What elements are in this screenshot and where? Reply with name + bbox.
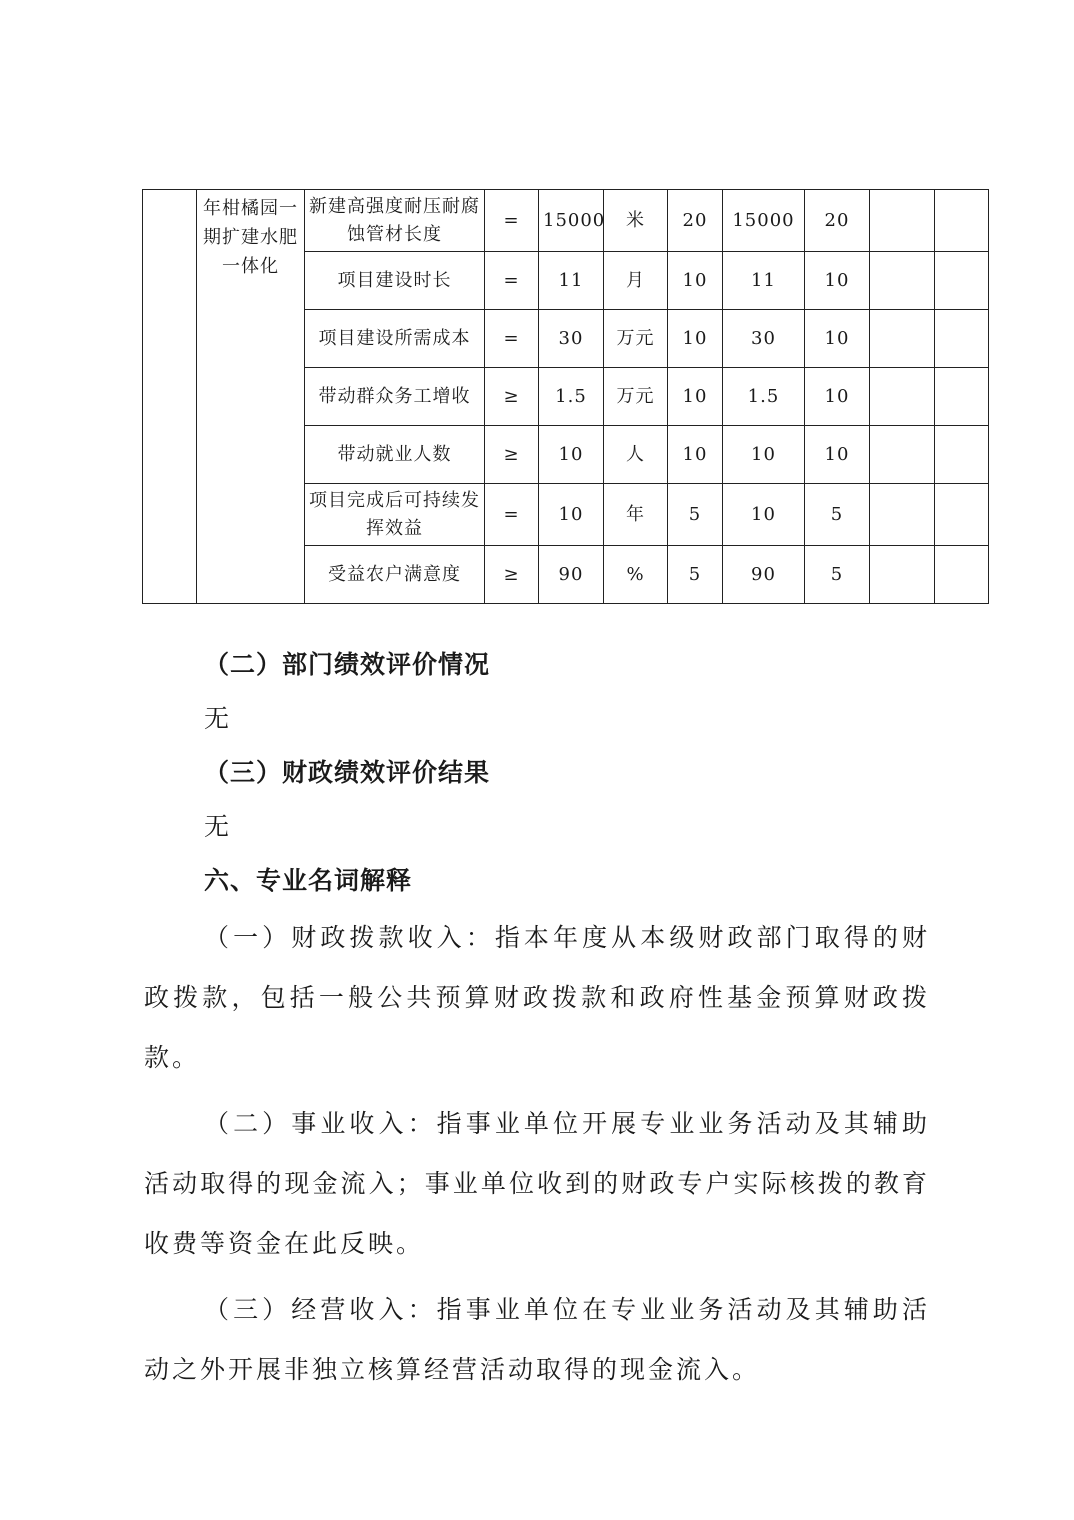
unit-cell: 米	[604, 190, 668, 252]
project-name-cell: 年柑橘园一期扩建水肥一体化	[197, 190, 305, 604]
operator-cell: ≥	[485, 368, 539, 426]
actual-value-cell: 10	[723, 426, 805, 484]
target-value-cell: 30	[539, 310, 604, 368]
glossary-heading: 六、专业名词解释	[204, 866, 413, 895]
operator-cell: =	[485, 252, 539, 310]
actual-value-cell: 30	[723, 310, 805, 368]
actual-value-cell: 11	[723, 252, 805, 310]
score-cell: 10	[805, 368, 870, 426]
weight-cell: 5	[668, 546, 723, 604]
blank-category-cell	[143, 190, 197, 604]
target-value-cell: 10	[539, 426, 604, 484]
indicator-cell: 新建高强度耐压耐腐蚀管材长度	[305, 190, 485, 252]
actual-value-cell: 10	[723, 484, 805, 546]
actual-value-cell: 15000	[723, 190, 805, 252]
weight-cell: 10	[668, 252, 723, 310]
score-cell: 5	[805, 484, 870, 546]
unit-cell: 万元	[604, 368, 668, 426]
operator-cell: =	[485, 484, 539, 546]
unit-cell: 人	[604, 426, 668, 484]
operator-cell: ≥	[485, 546, 539, 604]
unit-cell: 年	[604, 484, 668, 546]
score-cell: 10	[805, 252, 870, 310]
fiscal-eval-heading: （三）财政绩效评价结果	[204, 758, 491, 787]
performance-indicator-table	[142, 189, 989, 604]
operator-cell: ≥	[485, 426, 539, 484]
empty-cell	[935, 310, 989, 368]
empty-cell	[870, 310, 935, 368]
target-value-cell: 11	[539, 252, 604, 310]
empty-cell	[870, 426, 935, 484]
empty-cell	[935, 368, 989, 426]
empty-cell	[870, 252, 935, 310]
empty-cell	[935, 252, 989, 310]
indicator-cell: 项目建设所需成本	[305, 310, 485, 368]
unit-cell: 月	[604, 252, 668, 310]
unit-cell: %	[604, 546, 668, 604]
empty-cell	[935, 190, 989, 252]
weight-cell: 20	[668, 190, 723, 252]
indicator-cell: 带动群众务工增收	[305, 368, 485, 426]
operator-cell: =	[485, 190, 539, 252]
indicator-cell: 项目完成后可持续发挥效益	[305, 484, 485, 546]
glossary-paragraph: （三）经营收入：指事业单位在专业业务活动及其辅助活动之外开展非独立核算经营活动取得的现金流入。	[144, 1295, 930, 1384]
weight-cell: 5	[668, 484, 723, 546]
actual-value-cell: 90	[723, 546, 805, 604]
target-value-cell: 1.5	[539, 368, 604, 426]
dept-eval-heading: （二）部门绩效评价情况	[204, 650, 491, 679]
indicator-cell: 受益农户满意度	[305, 546, 485, 604]
indicator-cell: 项目建设时长	[305, 252, 485, 310]
dept-eval-text: 无	[204, 704, 232, 733]
actual-value-cell: 1.5	[723, 368, 805, 426]
unit-cell: 万元	[604, 310, 668, 368]
weight-cell: 10	[668, 426, 723, 484]
target-value-cell: 15000	[539, 190, 604, 252]
empty-cell	[870, 368, 935, 426]
empty-cell	[935, 426, 989, 484]
empty-cell	[870, 546, 935, 604]
glossary-paragraph: （二）事业收入：指事业单位开展专业业务活动及其辅助活动取得的现金流入；事业单位收到的财政专户实际核拨的教育收费等资金在此反映。	[144, 1109, 930, 1258]
weight-cell: 10	[668, 368, 723, 426]
table-body	[143, 190, 989, 604]
empty-cell	[870, 190, 935, 252]
score-cell: 5	[805, 546, 870, 604]
score-cell: 10	[805, 310, 870, 368]
fiscal-eval-text: 无	[204, 812, 232, 841]
target-value-cell: 90	[539, 546, 604, 604]
indicator-cell: 带动就业人数	[305, 426, 485, 484]
score-cell: 10	[805, 426, 870, 484]
empty-cell	[935, 484, 989, 546]
empty-cell	[870, 484, 935, 546]
score-cell: 20	[805, 190, 870, 252]
target-value-cell: 10	[539, 484, 604, 546]
empty-cell	[935, 546, 989, 604]
operator-cell: =	[485, 310, 539, 368]
weight-cell: 10	[668, 310, 723, 368]
table-row	[143, 190, 989, 252]
body-text	[144, 638, 930, 1400]
glossary-paragraph: （一）财政拨款收入：指本年度从本级财政部门取得的财政拨款，包括一般公共预算财政拨款和政府性基金预算财政拨款。	[144, 923, 930, 1072]
